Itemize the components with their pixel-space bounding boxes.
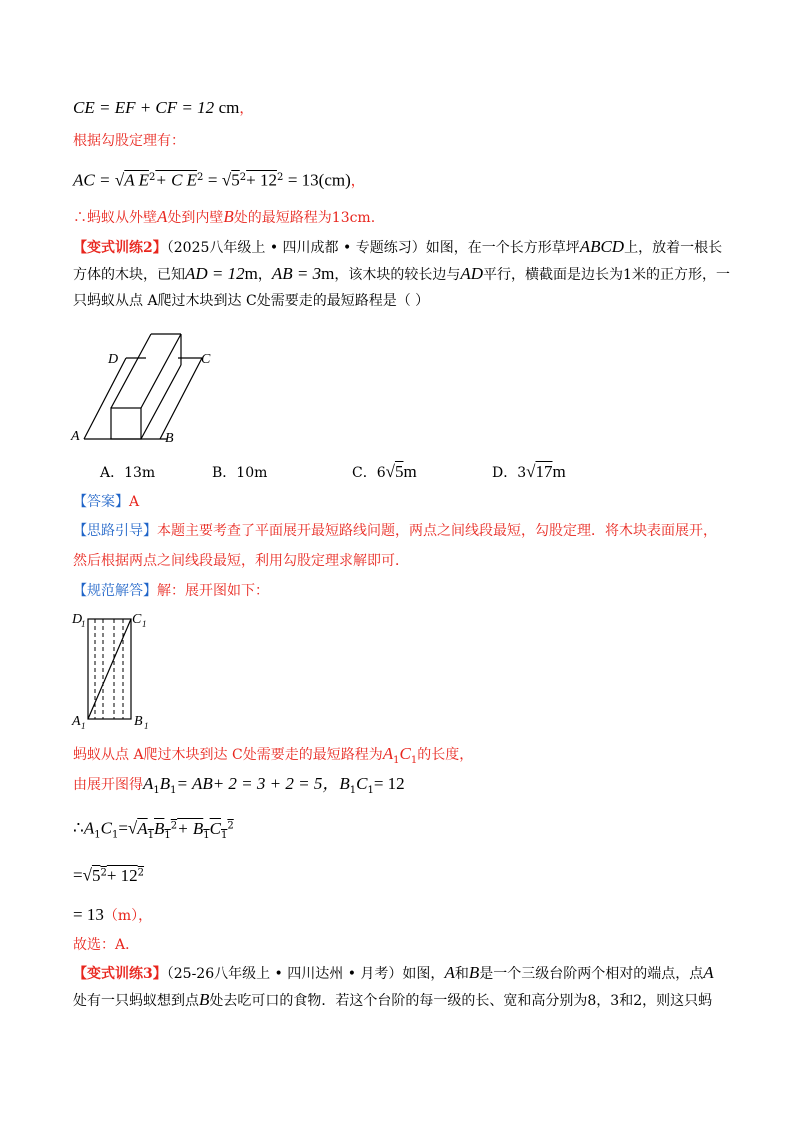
solution-line (73, 581, 269, 601)
eq-ac-mid: = (207, 170, 218, 190)
eq-ac-lhs: AC = (73, 170, 111, 190)
question-2-text2a: 方体的木块，已知 (73, 267, 185, 283)
question-2-source: （2025八年级上 • 四川成都 • 专题练习）如图，在一个长方形草坪 (166, 240, 580, 256)
eq-ac-punct: ， (350, 173, 365, 190)
sol-line-2-b1b: B (339, 774, 350, 793)
answer-line (73, 492, 139, 512)
sol-line-5 (73, 905, 152, 926)
hint-tag: 【思路引导】 (73, 523, 157, 539)
question-2-ad2: AD (460, 264, 484, 283)
question-2-m2: m (321, 264, 335, 283)
eq-ac-r1: A E (124, 170, 149, 190)
hint-block (73, 518, 733, 574)
sol-line-4-b: 5 (91, 865, 101, 885)
sol-line-1-d: 的长度， (417, 747, 474, 763)
sol-line-4: $=√5^2+ 12^2$ (73, 865, 145, 885)
option-d-unit: m (552, 462, 566, 481)
option-d-rad: 17 (535, 462, 553, 481)
question-3-a2: A (703, 963, 714, 982)
sol-line-2: 由展开图得$A_1B_1= AB+ 2 = 3 + 2 = 5$，$B_1C_1= 12$ (73, 774, 405, 796)
question-3 (73, 960, 733, 1014)
conclusion-1-val: 13cm (331, 210, 371, 226)
eq-ac-r2: + C E (155, 170, 198, 190)
conclusion-1-end: 处的最短路程为 (233, 210, 332, 226)
question-2-text2c: 平行，横截面是边长为1米的正方形，一 (483, 267, 730, 283)
sol-line-4-eq: = (73, 865, 83, 885)
sol-line-3-b1: B (154, 818, 165, 838)
figure-lawn-block (68, 330, 228, 450)
hint-text2: 然后根据两点之间线段最短，利用勾股定理求解即可． (73, 553, 409, 569)
hint-text1: 本题主要考查了平面展开最短路线问题，两点之间线段最短，勾股定理．将木块表面展开， (157, 523, 717, 539)
option-d-label: D．3 (492, 465, 527, 481)
fig2-label-a-sub: 1 (81, 721, 86, 730)
question-2-tag: 【变式训练2】 (73, 240, 167, 256)
conclusion-1-a: ∴蚂蚁从外壁 (73, 210, 157, 226)
sol-line-5-unit: （m）， (103, 908, 153, 924)
sol-line-6: 故选：A． (73, 937, 140, 953)
question-2-line1 (73, 234, 733, 261)
eq-ce-unit: cm (218, 98, 240, 117)
question-3-line1 (73, 960, 733, 987)
sol-line-3-therefore: ∴ (73, 818, 84, 838)
eq-ce-expr: CE = EF + CF = 12 (73, 98, 215, 117)
pythag-intro: 根据勾股定理有： (73, 133, 185, 149)
fig2-label-a: A (72, 714, 81, 729)
sol-line-1-a1: A (382, 744, 394, 763)
eq-ac-r4: + 12 (246, 170, 277, 190)
figure-unfolded (68, 606, 168, 730)
conclusion-1 (73, 207, 375, 228)
question-3-b2: B (199, 990, 210, 1009)
fig2-label-d-sub: 1 (81, 619, 86, 629)
sol-line-2-d: = AB+ 2 = 3 + 2 = 5， (176, 774, 340, 793)
sol-line-1: 蚂蚁从点 A爬过木块到达 C处需要走的最短路程为$A_1C_1$的长度， (73, 744, 474, 766)
fig2-label-b: B (134, 714, 143, 729)
eq-ac-unit: (cm) (318, 170, 351, 190)
option-b[interactable]: B．10m (212, 465, 268, 481)
option-c[interactable]: C．6√5m (352, 462, 417, 481)
question-3-tag: 【变式训练3】 (73, 966, 167, 982)
sol-line-3-a1b: A (137, 818, 148, 838)
answer-tag: 【答案】 (73, 494, 129, 510)
sol-line-3-a1: A (83, 818, 95, 838)
fig2-label-c: C (132, 612, 142, 627)
question-2-ab: AB = 3 (271, 264, 322, 283)
question-2-line2: 方体的木块，已知AD = 12m，AB = 3m，该木块的较长边与AD平行，横截面是边长为1米的正方形，一 (73, 264, 730, 283)
fig1-label-b: B (165, 431, 174, 446)
sol-line-3-b1b: + B (177, 818, 204, 838)
question-3-text2b: 处去吃可口的食物．若这个台阶的每一级的长、宽和高分别为8，3和2，则这只蚂 (209, 993, 713, 1009)
sol-line-3: $\therefore A_1C_1=√A_1B_1^2+ B_1C_1^2$ (73, 818, 234, 841)
question-2-line3: 只蚂蚁从点 A爬过木块到达 C处需要走的最短路程是（ ） (73, 293, 430, 309)
fig1-label-a: A (71, 429, 80, 444)
sol-line-2-a1: A (143, 774, 154, 793)
fig1-label-d: D (108, 352, 119, 367)
solution-text: 解：展开图如下： (157, 583, 269, 599)
question-2 (73, 234, 733, 314)
question-3-a: A (444, 963, 455, 982)
option-a[interactable]: A．13m (100, 465, 156, 481)
question-3-b: B (468, 963, 480, 982)
sol-line-2-g: = 12 (373, 774, 405, 793)
sol-line-2-a: 由展开图得 (73, 777, 143, 793)
option-c-rad: 5 (394, 462, 404, 481)
solution-tag: 【规范解答】 (73, 583, 157, 599)
sol-line-2-c1: C (356, 774, 368, 793)
question-3-text2a: 处有一只蚂蚁想到点 (73, 993, 199, 1009)
sol-line-2-b1: B (159, 774, 171, 793)
question-3-he: 和 (454, 966, 469, 982)
sol-line-3-eq: = (118, 818, 128, 838)
fig2-label-d: D (72, 612, 83, 627)
conclusion-1-pt-a: A (157, 207, 168, 226)
question-2-abcd: ABCD (579, 237, 625, 256)
eq-ac-rhs: = 13 (287, 170, 319, 190)
sol-line-4-c: + 12 (106, 865, 138, 885)
question-2-ad: AD = 12 (185, 264, 245, 283)
sol-line-1-c1: C (399, 744, 411, 763)
sol-line-5-val: = 13 (73, 905, 104, 924)
sol-line-1-a: 蚂蚁从点 A爬过木块到达 C处需要走的最短路程为 (73, 747, 383, 763)
conclusion-1-mid: 处到内壁 (167, 210, 224, 226)
conclusion-1-pt-b: B (223, 207, 234, 226)
eq-ce-punct: ， (239, 101, 254, 117)
sol-line-3-c1: C (100, 818, 112, 838)
option-c-label: C．6 (352, 465, 386, 481)
eq-ce (73, 98, 253, 119)
option-d[interactable]: D．3√17m (492, 462, 566, 481)
question-2-m1: m (244, 264, 258, 283)
eq-ac-r3: 5 (231, 170, 240, 190)
conclusion-1-dot: . (370, 210, 376, 226)
eq-ac: AC = √A $E^2+ C$ $E^2 = √5^2+ 12^2 = 13(cm)$， (73, 170, 365, 190)
answer-value: A (129, 494, 140, 510)
fig2-label-b-sub: 1 (144, 721, 149, 730)
option-c-unit: m (403, 462, 417, 481)
question-3-line2 (73, 987, 733, 1014)
fig1-label-c: C (201, 352, 211, 367)
question-3-source: （25-26八年级上 • 四川达州 • 月考）如图， (166, 966, 445, 982)
question-2-text1: 上，放着一根长 (624, 240, 723, 256)
question-3-text1: 是一个三级台阶两个相对的端点，点 (479, 966, 704, 982)
sol-line-3-c1b: C (209, 818, 221, 838)
question-2-text2b: ，该木块的较长边与 (334, 267, 461, 283)
fig2-label-c-sub: 1 (142, 619, 147, 629)
